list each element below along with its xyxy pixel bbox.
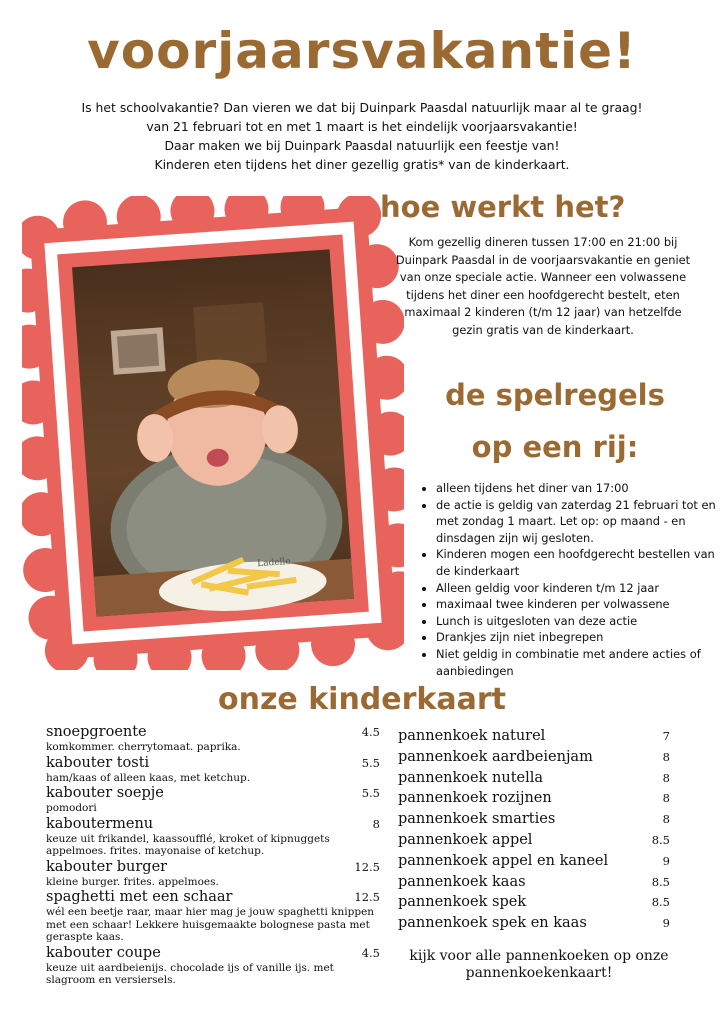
menu-item-price: 5.5 <box>361 755 380 770</box>
page-title: voorjaarsvakantie! <box>87 22 637 80</box>
pancake-item <box>398 913 670 934</box>
pancake-name: pannenkoek smarties <box>398 811 556 828</box>
how-it-works-text: Kom gezellig dineren tussen 17:00 en 21:00 bij Duinpark Paasdal in de voorjaarsvakantie en geniet van onze speciale actie. Wanneer een volwassene tijdens het diner een hoofdgerecht bestelt, eten maximaal 2 kinderen (t/m 12 jaar) van hetzelfde gezin gratis van de kinderkaart. <box>395 235 691 337</box>
intro-line: Daar maken we bij Duinpark Paasdal natuurlijk een feestje van! <box>164 138 560 153</box>
pancake-price: 9 <box>662 853 670 868</box>
menu-item <box>46 945 380 987</box>
pancake-item <box>398 851 670 872</box>
menu-item-desc: kleine burger. frites. appelmoes. <box>46 875 219 888</box>
intro-text <box>60 98 664 174</box>
pancake-item <box>398 788 670 809</box>
pancake-item <box>398 768 670 789</box>
pancake-item <box>398 809 670 830</box>
rule-item: • Kinderen mogen een hoofdgerecht bestellen van de kinderkaart <box>436 546 716 579</box>
pancake-menu-note: kijk voor alle pannenkoeken op onze pannenkoekenkaart! <box>409 948 669 981</box>
menu-item-desc: komkommer. cherrytomaat. paprika. <box>46 741 241 753</box>
rules-list <box>420 480 716 679</box>
intro-line: Kinderen eten tijdens het diner gezellig gratis* van de kinderkaart. <box>154 157 570 172</box>
pancake-name: pannenkoek appel <box>398 831 533 848</box>
menu-item-price: 12.5 <box>354 859 380 874</box>
pancake-name: pannenkoek spek <box>398 894 527 911</box>
pancake-price: 8 <box>662 770 670 785</box>
pancake-price: 8.5 <box>651 874 670 889</box>
rules-heading-line2: op een rij: <box>471 430 639 464</box>
plate-label: Ladelle <box>256 556 292 570</box>
menu-item <box>46 816 380 858</box>
pancake-name: pannenkoek aardbeienjam <box>398 748 593 765</box>
rule-item: • Alleen geldig voor kinderen t/m 12 jaar <box>436 580 716 597</box>
pancake-item <box>398 830 670 851</box>
menu-item-price: 5.5 <box>361 786 380 800</box>
pancake-name: pannenkoek appel en kaneel <box>398 852 609 869</box>
menu-item-desc: keuze uit frikandel, kaassoufflé, kroket of kipnuggets appelmoes. frites. mayonaise of ketchup. <box>46 832 330 857</box>
pancake-name: pannenkoek nutella <box>398 769 544 786</box>
pancake-name: pannenkoek naturel <box>398 728 546 744</box>
pancake-item <box>398 872 670 893</box>
pancake-price: 8.5 <box>651 895 670 910</box>
pancake-price: 7 <box>662 729 670 743</box>
menu-item-name: kabouter coupe <box>46 944 161 961</box>
rule-item: • maximaal twee kinderen per volwassene <box>436 596 716 613</box>
intro-line: Is het schoolvakantie? Dan vieren we dat bij Duinpark Paasdal natuurlijk maar al te graag! <box>81 100 643 115</box>
menu-item <box>46 859 380 889</box>
menu-item-price: 4.5 <box>361 725 380 739</box>
pancake-price: 8 <box>662 749 670 764</box>
menu-item <box>46 724 380 754</box>
menu-item <box>46 785 380 815</box>
pancake-price: 8 <box>662 791 670 806</box>
rules-heading-line1: de spelregels <box>445 378 665 412</box>
menu-item-name: kaboutermenu <box>46 815 154 832</box>
rule-item: • alleen tijdens het diner van 17:00 <box>436 480 716 497</box>
menu-left-column <box>46 724 380 988</box>
pancake-name: pannenkoek rozijnen <box>398 790 552 807</box>
menu-item-name: snoepgroente <box>46 724 147 740</box>
menu-item-desc: keuze uit aardbeienijs. chocolade ijs of vanille ijs. met slagroom en versiersels. <box>46 961 334 986</box>
photo-frame <box>22 196 404 670</box>
rule-item: • Drankjes zijn niet inbegrepen <box>436 629 716 646</box>
menu-item-price: 12.5 <box>354 890 380 904</box>
photo <box>72 249 354 620</box>
pancake-price: 8.5 <box>651 832 670 847</box>
menu-item-name: spaghetti met een schaar <box>46 889 233 905</box>
how-it-works-heading: hoe werkt het? <box>380 190 626 224</box>
pancake-item <box>398 892 670 913</box>
menu-heading: onze kinderkaart <box>217 682 506 717</box>
rule-item: • Lunch is uitgesloten van deze actie <box>436 613 716 630</box>
menu-item-name: kabouter burger <box>46 858 168 875</box>
pancake-item <box>398 726 670 747</box>
intro-line: van 21 februari tot en met 1 maart is het eindelijk voorjaarsvakantie! <box>146 119 578 134</box>
rule-item: • Niet geldig in combinatie met andere acties of aanbiedingen <box>436 646 716 679</box>
menu-item <box>46 889 380 944</box>
pancake-name: pannenkoek spek en kaas <box>398 915 587 932</box>
menu-item-price: 4.5 <box>361 945 380 960</box>
menu-item <box>46 755 380 785</box>
menu-item-price: 8 <box>372 816 380 831</box>
pancake-price: 8 <box>662 812 670 827</box>
menu-right-column <box>398 726 670 934</box>
menu-item-desc: ham/kaas of alleen kaas, met ketchup. <box>46 771 251 784</box>
pancake-item <box>398 747 670 768</box>
menu-item-name: kabouter soepje <box>46 785 164 801</box>
menu-item-desc: wél een beetje raar, maar hier mag je jouw spaghetti knippen met een schaar! Lekkere huisgemaakte bolognese pasta met geraspte kaas. <box>46 906 375 943</box>
menu-item-name: kabouter tosti <box>46 754 150 771</box>
pancake-name: pannenkoek kaas <box>398 873 526 890</box>
menu-item-desc: pomodori <box>46 802 97 814</box>
pancake-price: 9 <box>662 916 670 931</box>
rule-item: • de actie is geldig van zaterdag 21 februari tot en met zondag 1 maart. Let op: op maand - en dinsdagen zijn wij gesloten. <box>436 497 716 547</box>
